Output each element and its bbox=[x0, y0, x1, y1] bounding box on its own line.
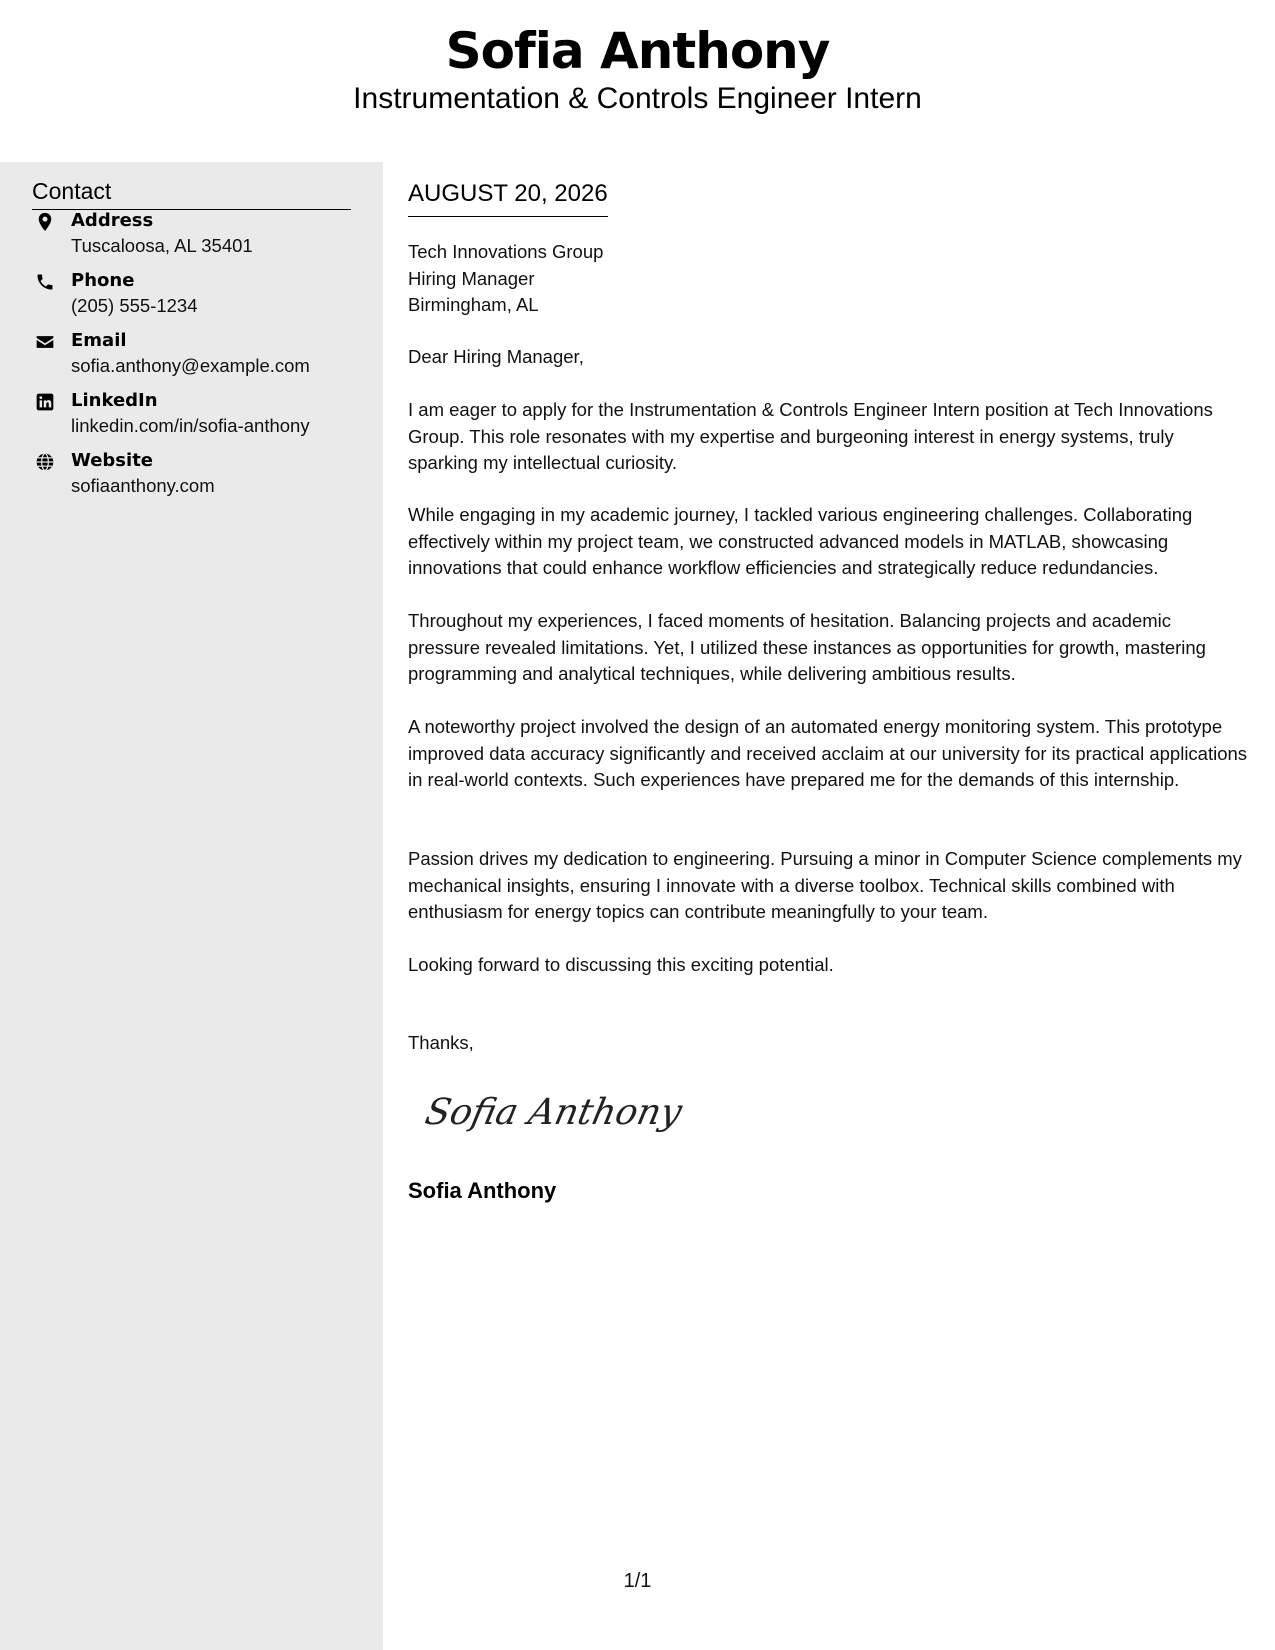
contact-address bbox=[32, 210, 362, 266]
paragraph-5: Passion drives my dedication to engineering. Pursuing a minor in Computer Science complements my mechanical insights, ensuring I innovate with a diverse toolbox. Technical skills combined with enthusiasm for energy topics can contribute meaningfully to your team. bbox=[408, 848, 1242, 922]
page-number: 1/1 bbox=[623, 1570, 652, 1592]
address-value: Tuscaloosa, AL 35401 bbox=[71, 235, 253, 256]
location-pin-icon bbox=[35, 212, 55, 232]
recipient-company: Tech Innovations Group bbox=[408, 241, 604, 262]
closing: Thanks, bbox=[408, 1032, 474, 1053]
recipient-role: Hiring Manager bbox=[408, 267, 535, 289]
email-label: Email bbox=[71, 330, 127, 351]
globe-icon bbox=[35, 452, 55, 472]
website-value: sofiaanthony.com bbox=[71, 475, 215, 496]
paragraph-3: Throughout my experiences, I faced moments of hesitation. Balancing projects and academic pressure revealed limitations. Yet, I utilized these instances as opportunities for growth, mastering programming and analytical techniques, while delivering ambitious results. bbox=[408, 610, 1206, 684]
linkedin-icon bbox=[35, 392, 55, 412]
address-label: Address bbox=[71, 210, 154, 231]
salutation: Dear Hiring Manager, bbox=[408, 346, 584, 367]
phone-icon bbox=[35, 272, 55, 292]
signed-name: Sofia Anthony bbox=[408, 1178, 557, 1203]
signature-text: Sofia Anthony bbox=[421, 1090, 686, 1133]
header bbox=[0, 0, 1275, 162]
website-label: Website bbox=[71, 450, 154, 471]
contact-email bbox=[32, 330, 362, 386]
paragraph-2: While engaging in my academic journey, I tackled various engineering challenges. Collaborating effectively within my project team, we constructed advanced models in MATLAB, showcasing innovations that could enhance workflow efficiencies and strategically reduce redundancies. bbox=[408, 504, 1193, 578]
phone-label: Phone bbox=[71, 270, 135, 291]
letter-date: AUGUST 20, 2026 bbox=[408, 180, 608, 217]
contact-website bbox=[32, 450, 362, 506]
recipient-block bbox=[408, 239, 603, 319]
contact-phone bbox=[32, 270, 362, 326]
paragraph-1: I am eager to apply for the Instrumentation & Controls Engineer Intern position at Tech Innovations Group. This role resonates with my expertise and burgeoning interest in energy systems, truly sparking my intellectual curiosity. bbox=[408, 399, 1213, 473]
candidate-name: Sofia Anthony bbox=[445, 22, 830, 80]
job-title: Instrumentation & Controls Engineer Intern bbox=[353, 82, 922, 115]
contact-sidebar bbox=[0, 162, 383, 1650]
envelope-icon bbox=[35, 332, 55, 352]
email-value: sofia.anthony@example.com bbox=[71, 355, 310, 376]
contact-heading: Contact bbox=[32, 178, 351, 210]
linkedin-value: linkedin.com/in/sofia-anthony bbox=[71, 415, 310, 436]
paragraph-4: A noteworthy project involved the design of an automated energy monitoring system. This prototype improved data accuracy significantly and received acclaim at our university for its practical applications in real-world contexts. Such experiences have prepared me for the demands of this internship. bbox=[408, 716, 1248, 790]
contact-linkedin bbox=[32, 390, 362, 446]
paragraph-6: Looking forward to discussing this exciting potential. bbox=[408, 954, 834, 975]
handwritten-signature bbox=[421, 1084, 686, 1144]
recipient-location: Birmingham, AL bbox=[408, 294, 539, 315]
phone-value: (205) 555-1234 bbox=[71, 295, 198, 316]
linkedin-label: LinkedIn bbox=[71, 390, 158, 411]
